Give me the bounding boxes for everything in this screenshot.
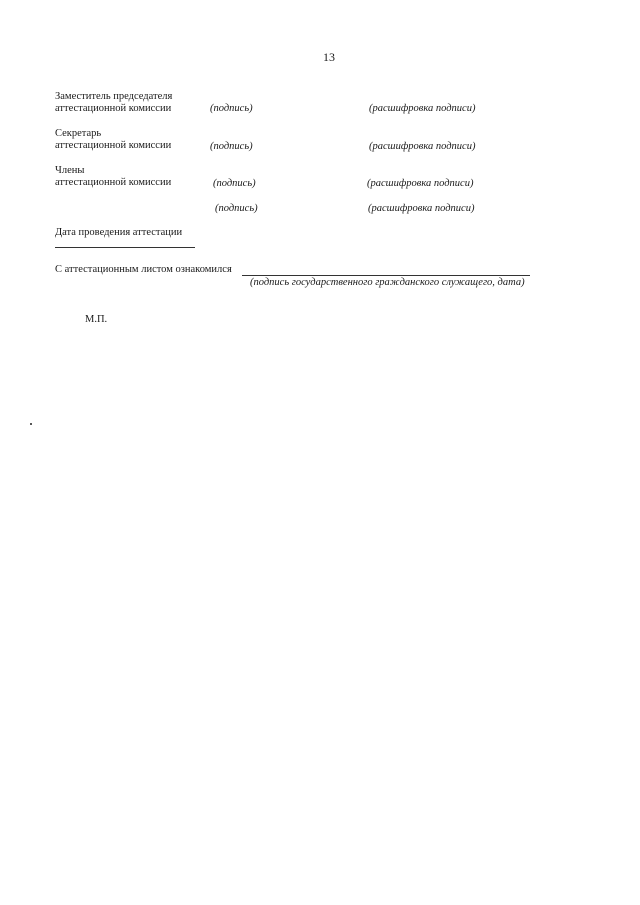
acquainted-signature-line xyxy=(242,275,530,276)
members-decoding-caption-2: (расшифровка подписи) xyxy=(368,203,475,214)
page-number: 13 xyxy=(323,50,335,64)
deputy-role-line1: Заместитель председателя xyxy=(55,91,173,102)
deputy-signature-caption: (подпись) xyxy=(210,103,253,114)
secretary-role-line1: Секретарь xyxy=(55,128,102,139)
secretary-signature-caption: (подпись) xyxy=(210,141,253,152)
secretary-decoding-caption: (расшифровка подписи) xyxy=(369,141,476,152)
scan-speck xyxy=(30,423,32,425)
secretary-role-line2: аттестационной комиссии xyxy=(55,140,172,151)
acquainted-caption: (подпись государственного гражданского служащего, дата) xyxy=(250,277,525,288)
members-role-line1: Члены xyxy=(55,165,85,176)
stamp-place-label: М.П. xyxy=(85,314,108,325)
members-signature-caption: (подпись) xyxy=(213,178,256,189)
deputy-role-line2: аттестационной комиссии xyxy=(55,103,172,114)
members-signature-caption-2: (подпись) xyxy=(215,203,258,214)
attestation-date-label: Дата проведения аттестации xyxy=(55,227,183,238)
members-decoding-caption: (расшифровка подписи) xyxy=(367,178,474,189)
acquainted-label: С аттестационным листом ознакомился xyxy=(55,264,232,275)
members-role-line2: аттестационной комиссии xyxy=(55,177,172,188)
deputy-decoding-caption: (расшифровка подписи) xyxy=(369,103,476,114)
attestation-date-line xyxy=(55,247,195,248)
